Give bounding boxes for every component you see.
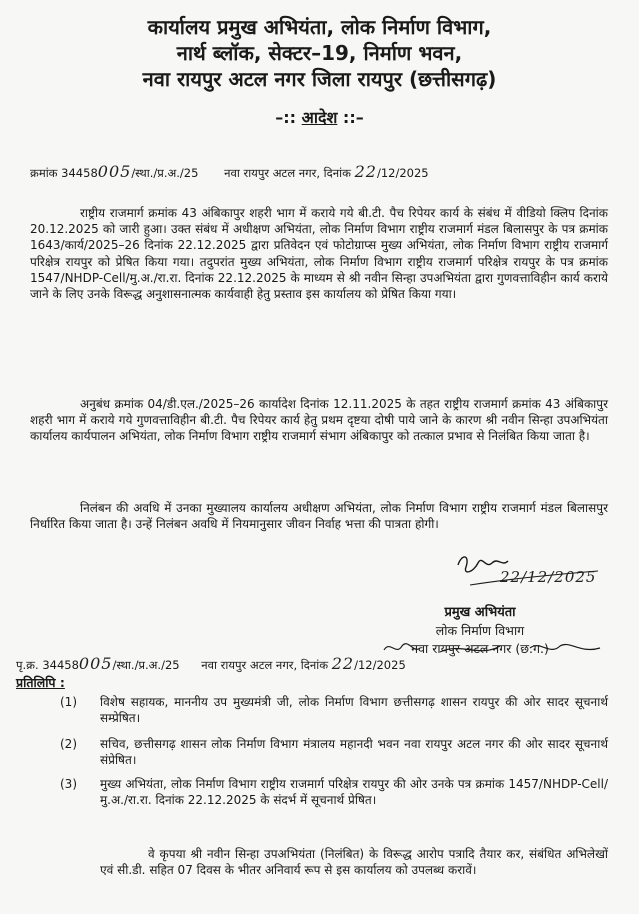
header-line-1: कार्यालय प्रमुख अभियंता, लोक निर्माण विभाग,: [147, 15, 492, 39]
copy-item-number: (2): [60, 737, 77, 751]
paragraph-2: [30, 396, 608, 445]
copy-item-text: मुख्य अभियंता, लोक निर्माण विभाग राष्ट्रीय राजमार्ग परिक्षेत्र रायपुर की ओर उनके पत्र क्रमांक 1457/NHDP-Cell/मु.अ./रा.रा. दिनांक 22.12.2025 के संदर्भ में सूचनार्थ प्रेषित।: [100, 777, 608, 807]
copy-item-text: विशेष सहायक, माननीय उप मुख्यमंत्री जी, लोक निर्माण विभाग छत्तीसगढ़ शासन रायपुर की ओर सादर सूचनार्थ सम्प्रेषित।: [100, 695, 608, 725]
reference-line: [30, 162, 429, 181]
signatory-place: नवा रायपुर अटल नगर (छ.ग.): [411, 641, 549, 656]
ref-number-prefix: क्रमांक 34458: [30, 166, 98, 180]
copy-label: प्रतिलिपि :: [16, 675, 65, 690]
title-decor-left: –::: [275, 108, 302, 127]
copy-ref-handwritten-number: 005: [78, 654, 113, 673]
office-header: [0, 14, 639, 92]
ref-handwritten-day: 22: [354, 162, 377, 181]
paragraph-3-text: निलंबन की अवधि में उनका मुख्यालय कार्यालय अधीक्षण अभियंता, लोक निर्माण विभाग राष्ट्रीय राजमार्ग मंडल बिलासपुर निर्धारित किया जाता है। उन्हें निलंबन अवधि में नियमानुसार जीवन निर्वाह भत्ता की पात्रता होगी।: [30, 501, 608, 532]
signature-date: 22/12/2025: [500, 568, 597, 586]
paragraph-3: [30, 500, 608, 532]
initials-scribble-icon: [380, 636, 610, 666]
copy-ref-suffix: /स्था./प्र.अ./25: [112, 658, 180, 672]
header-line-2: नार्थ ब्लॉक, सेक्टर–19, निर्माण भवन,: [176, 41, 463, 65]
final-instruction: [100, 846, 608, 878]
copy-item: [60, 776, 608, 808]
title-decor-right: ::–: [337, 108, 364, 127]
copy-item: [60, 694, 608, 726]
copy-ref-date: /12/2025: [354, 658, 406, 672]
copy-ref-handwritten-day: 22: [331, 654, 355, 673]
ref-place-date-label: नवा रायपुर अटल नगर, दिनांक: [224, 166, 351, 180]
copy-ref-prefix: पृ.क्र. 34458: [16, 658, 79, 672]
copy-item-number: (1): [60, 695, 77, 709]
order-title-text: आदेश: [301, 108, 338, 127]
copy-item-text: सचिव, छत्तीसगढ़ शासन लोक निर्माण विभाग मंत्रालय महानदी भवन नवा रायपुर अटल नगर की ओर सादर सूचनार्थ संप्रेषित।: [100, 737, 608, 767]
order-title: [0, 106, 639, 128]
final-instruction-text: वे कृपया श्री नवीन सिन्हा उपअभियंता (निलंबित) के विरूद्ध आरोप पत्रादि तैयार कर, संबंधित अभिलेखों एवं सी.डी. सहित 07 दिवस के भीतर अनिवार्य रूप से इस कार्यालय को उपलब्ध करावें।: [100, 847, 608, 877]
copy-item: [60, 736, 608, 768]
copy-reference-line: [16, 654, 406, 673]
paragraph-1: [30, 205, 608, 302]
copy-item-number: (3): [60, 777, 77, 791]
ref-number-suffix: /स्था./प्र.अ./25: [131, 166, 199, 180]
ref-handwritten-number: 005: [97, 162, 132, 181]
paragraph-2-text: अनुबंध क्रमांक 04/डी.एल./2025–26 कार्यादेश दिनांक 12.11.2025 के तहत राष्ट्रीय राजमार्ग क्रमांक 43 अंबिकापुर शहरी भाग में कराये गये गुणवत्ताविहीन बी.टी. पैच रिपेयर कार्य हेतु प्रथम दृष्टया दोषी पाये जाने के कारण श्री नवीन सिन्हा उपअभियंता कार्यालय कार्यपालन अभियंता, लोक निर्माण विभाग राष्ट्रीय राजमार्ग संभाग अंबिकापुर को तत्काल प्रभाव से निलंबित किया जाता है।: [30, 397, 608, 444]
header-line-3: नवा रायपुर अटल नगर जिला रायपुर (छत्तीसगढ़): [142, 67, 497, 91]
ref-date: /12/2025: [376, 166, 429, 180]
signatory-title: प्रमुख अभियंता: [444, 605, 516, 620]
copy-ref-place-date-label: नवा रायपुर अटल नगर, दिनांक: [201, 658, 329, 672]
signatory-dept: लोक निर्माण विभाग: [435, 623, 525, 638]
paragraph-1-text: राष्ट्रीय राजमार्ग क्रमांक 43 अंबिकापुर शहरी भाग में कराये गये बी.टी. पैच रिपेयर कार्य के संबंध में वीडियो क्लिप दिनांक 20.12.2025 को जारी हुआ। उक्त संबंध में अधीक्षण अभियंता, लोक निर्माण विभाग राष्ट्रीय राजमार्ग मंडल बिलासपुर के पत्र क्रमांक 1643/कार्य/2025–26 दिनांक 22.12.2025 द्वारा प्रतिवेदन एवं फोटोग्राप्स मुख्य अभियंता, लोक निर्माण विभाग राष्ट्रीय राजमार्ग परिक्षेत्र रायपुर को प्रेषित किया गया। तदुपरांत मुख्य अभियंता, लोक निर्माण विभाग राष्ट्रीय राजमार्ग परिक्षेत्र रायपुर के पत्र क्रमांक 1547/NHDP-Cell/मु.अ./रा.रा. दिनांक 22.12.2025 के माध्यम से श्री नवीन सिन्हा उपअभियंता द्वारा गुणवत्ताविहीन कार्य कराये जाने के लिए उनके विरूद्ध अनुशासनात्मक कार्यवाही हेतु प्रस्ताव इस कार्यालय को प्रेषित किया गया।: [30, 206, 608, 302]
